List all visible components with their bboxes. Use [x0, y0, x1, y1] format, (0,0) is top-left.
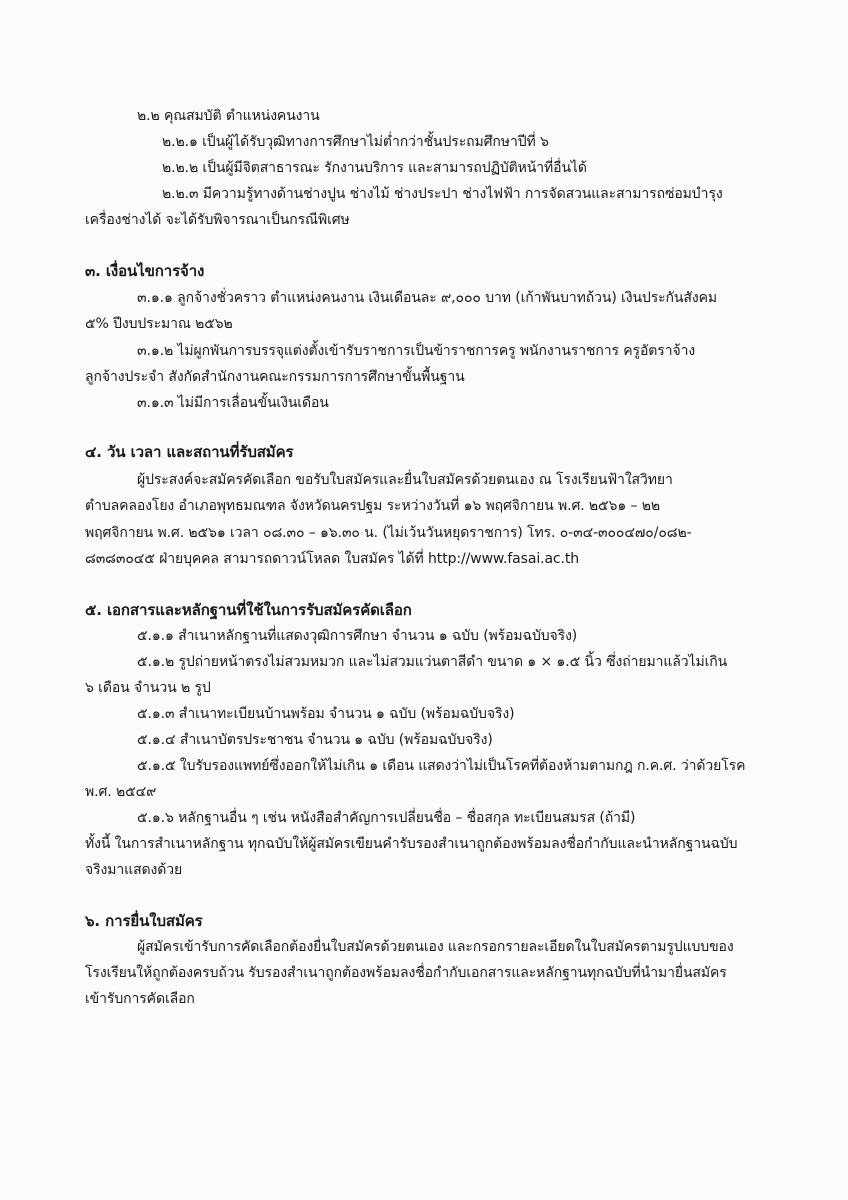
document-item-2: ๕.๑.๒ รูปถ่ายหน้าตรงไม่สวมหมวก และไม่สวมแว่นตาสีดำ ขนาด ๑ × ๑.๕ นิ้ว ซึ่งถ่ายมาแล้วไม่เกิน [137, 654, 728, 670]
section-6-heading: ๖. การยื่นใบสมัคร [85, 912, 203, 930]
submission-line-1: ผู้สมัครเข้ารับการคัดเลือกต้องยื่นใบสมัครด้วยตนเอง และกรอกรายละเอียดในใบสมัครตามรูปแบบของ [137, 939, 734, 955]
application-info-line-2: ตำบลคลองโยง อำเภอพุทธมณฑล จังหวัดนครปฐม ระหว่างวันที่ ๑๖ พฤศจิกายน พ.ศ. ๒๕๖๑ – ๒๒ [85, 498, 660, 514]
document-item-5-cont: พ.ศ. ๒๕๔๙ [85, 784, 157, 800]
submission-line-3: เข้ารับการคัดเลือก [85, 991, 195, 1007]
condition-item-1: ๓.๑.๑ ลูกจ้างชั่วคราว ตำแหน่งคนงาน เงินเดือนละ ๙,๐๐๐ บาท (เก้าพันบาทถ้วน) เงินประกันสังคม [137, 290, 717, 306]
condition-item-3: ๓.๑.๓ ไม่มีการเลื่อนขั้นเงินเดือน [137, 395, 329, 411]
document-note-cont: จริงมาแสดงด้วย [85, 862, 183, 878]
qualification-item-2: ๒.๒.๒ เป็นผู้มีจิตสาธารณะ รักงานบริการ และสามารถปฏิบัติหน้าที่อื่นได้ [162, 160, 587, 176]
condition-item-2: ๓.๑.๒ ไม่ผูกพันการบรรจุแต่งตั้งเข้ารับราชการเป็นข้าราชการครู พนักงานราชการ ครูอัตราจ้าง [137, 343, 696, 359]
document-item-3: ๕.๑.๓ สำเนาทะเบียนบ้านพร้อม จำนวน ๑ ฉบับ (พร้อมฉบับจริง) [137, 706, 515, 722]
qualification-item-1: ๒.๒.๑ เป็นผู้ได้รับวุฒิทางการศึกษาไม่ต่ำกว่าชั้นประถมศึกษาปีที่ ๖ [162, 134, 549, 150]
submission-line-2: โรงเรียนให้ถูกต้องครบถ้วน รับรองสำเนาถูกต้องพร้อมลงชื่อกำกับเอกสารและหลักฐานทุกฉบับที่นำมายื่นสมัคร [85, 965, 727, 981]
condition-item-2-cont: ลูกจ้างประจำ สังกัดสำนักงานคณะกรรมการการศึกษาขั้นพื้นฐาน [85, 369, 465, 385]
document-item-4: ๕.๑.๔ สำเนาบัตรประชาชน จำนวน ๑ ฉบับ (พร้อมฉบับจริง) [137, 732, 493, 748]
document-item-1: ๕.๑.๑ สำเนาหลักฐานที่แสดงวุฒิการศึกษา จำนวน ๑ ฉบับ (พร้อมฉบับจริง) [137, 628, 578, 644]
qualification-item-3-cont: เครื่องช่างได้ จะได้รับพิจารณาเป็นกรณีพิเศษ [85, 212, 350, 228]
application-info-line-1: ผู้ประสงค์จะสมัครคัดเลือก ขอรับใบสมัครและยื่นใบสมัครด้วยตนเอง ณ โรงเรียนฟ้าใสวิทยา [137, 472, 673, 488]
section-3-heading: ๓. เงื่อนไขการจ้าง [85, 262, 205, 280]
document-item-6: ๕.๑.๖ หลักฐานอื่น ๆ เช่น หนังสือสำคัญการเปลี่ยนชื่อ – ชื่อสกุล ทะเบียนสมรส (ถ้ามี) [137, 810, 636, 826]
section-4-heading: ๔. วัน เวลา และสถานที่รับสมัคร [85, 443, 294, 461]
application-info-line-4: ๘๓๘๓๐๔๕ ฝ่ายบุคคล สามารถดาวน์โหลด ใบสมัคร ได้ที่ http://www.fasai.ac.th [85, 551, 580, 567]
section-5-heading: ๕. เอกสารและหลักฐานที่ใช้ในการรับสมัครคัดเลือก [85, 601, 412, 619]
document-item-5: ๕.๑.๕ ใบรับรองแพทย์ซึ่งออกให้ไม่เกิน ๑ เดือน แสดงว่าไม่เป็นโรคที่ต้องห้ามตามกฎ ก.ค.ศ. ว่าด้วยโรค [137, 758, 746, 774]
condition-item-1-cont: ๕% ปีงบประมาณ ๒๕๖๒ [85, 316, 233, 332]
document-item-2-cont: ๖ เดือน จำนวน ๒ รูป [85, 680, 211, 696]
document-note: ทั้งนี้ ในการสำเนาหลักฐาน ทุกฉบับให้ผู้สมัครเขียนคำรับรองสำเนาถูกต้องพร้อมลงชื่อกำกับและนำหลักฐานฉบับ [85, 836, 738, 852]
application-info-line-3: พฤศจิกายน พ.ศ. ๒๕๖๑ เวลา ๐๘.๓๐ – ๑๖.๓๐ น. (ไม่เว้นวันหยุดราชการ) โทร. ๐-๓๔-๓๐๐๔๗๐/๐๘๒- [85, 525, 692, 541]
qualification-item-3: ๒.๒.๓ มีความรู้ทางด้านช่างปูน ช่างไม้ ช่างประปา ช่างไฟฟ้า การจัดสวนและสามารถซ่อมบำรุง [162, 186, 723, 202]
qualification-heading: ๒.๒ คุณสมบัติ ตำแหน่งคนงาน [137, 108, 320, 124]
